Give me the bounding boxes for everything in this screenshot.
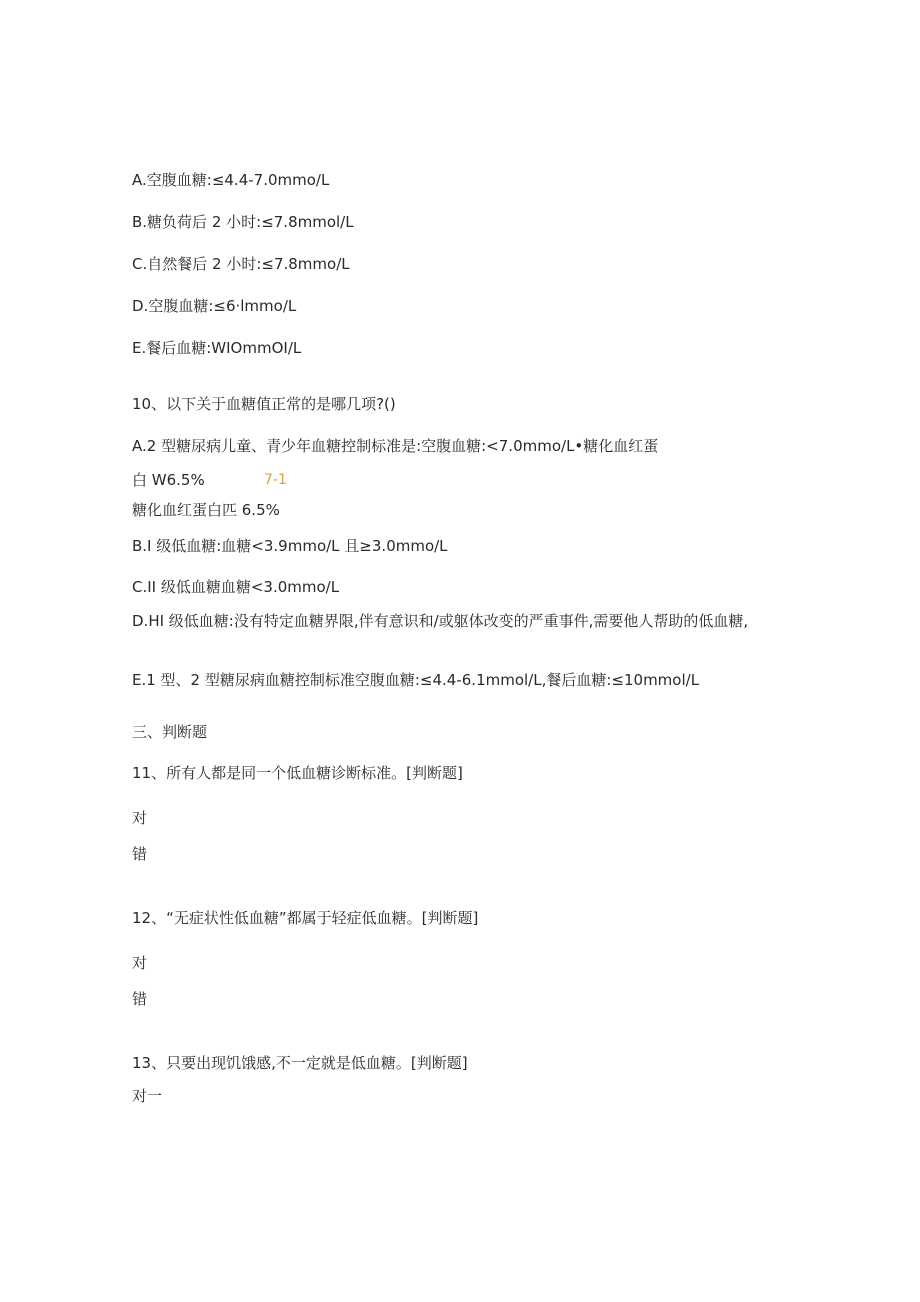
- q11-option-true[interactable]: 对: [132, 809, 148, 827]
- q10-option-a-continued: 白 W6.5%: [132, 471, 205, 489]
- question-10-title: 10、以下关于血糖值正常的是哪几项?(): [132, 395, 396, 413]
- annotation-note: 7-1: [264, 472, 287, 488]
- section-heading: 三、判断题: [132, 723, 208, 741]
- option-b[interactable]: B.糖负荷后 2 小时:≤7.8mmol/L: [132, 213, 354, 231]
- q13-option-true[interactable]: 对一: [132, 1087, 163, 1105]
- option-d[interactable]: D.空腹血糖:≤6·lmmo∕L: [132, 297, 297, 315]
- option-a[interactable]: A.空腹血糖:≤4.4-7.0mmo∕L: [132, 171, 330, 189]
- q10-option-e[interactable]: E.1 型、2 型糖尿病血糖控制标准空腹血糖:≤4.4-6.1mmol/L,餐后血糖:≤10mmol/L: [132, 671, 700, 689]
- question-13-title: 13、只要出现饥饿感,不一定就是低血糖。[判断题]: [132, 1054, 468, 1072]
- option-c[interactable]: C.自然餐后 2 小时:≤7.8mmo∕L: [132, 255, 350, 273]
- q12-option-false[interactable]: 错: [132, 990, 148, 1008]
- q10-option-d[interactable]: D.HI 级低血糖:没有特定血糖界限,伴有意识和/或躯体改变的严重事件,需要他人帮助的低血糖,: [132, 612, 749, 630]
- q11-option-false[interactable]: 错: [132, 845, 148, 863]
- q12-option-true[interactable]: 对: [132, 954, 148, 972]
- q10-option-c[interactable]: C.II 级低血糖血糖<3.0mmo∕L: [132, 578, 340, 596]
- question-12-title: 12、“无症状性低血糖”都属于轻症低血糖。[判断题]: [132, 909, 479, 927]
- option-e[interactable]: E.餐后血糖:WIOmmOI/L: [132, 339, 302, 357]
- q10-option-a[interactable]: A.2 型糖尿病儿童、青少年血糖控制标准是:空腹血糖:<7.0mmo∕L•糖化血红蛋: [132, 437, 659, 455]
- q10-option-a-continued-2: 糖化血红蛋白匹 6.5%: [132, 501, 280, 519]
- question-11-title: 11、所有人都是同一个低血糖诊断标准。[判断题]: [132, 764, 463, 782]
- q10-option-b[interactable]: B.I 级低血糖:血糖<3.9mmo∕L 且≥3.0mmo∕L: [132, 537, 448, 555]
